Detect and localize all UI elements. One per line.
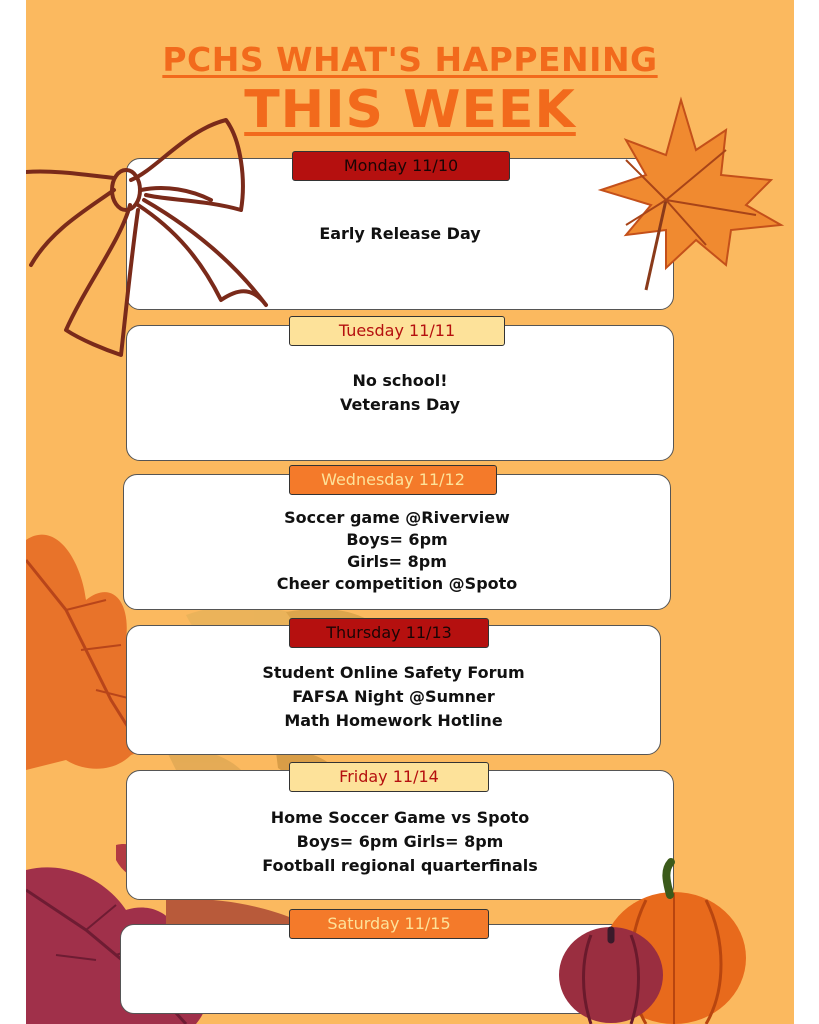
event-line: No school!	[352, 371, 448, 390]
event-line: Football regional quarterfinals	[262, 856, 538, 875]
event-line: Math Homework Hotline	[284, 711, 503, 730]
day-label-saturday: Saturday 11/15	[289, 909, 489, 939]
event-line: Veterans Day	[339, 395, 461, 414]
event-line: Boys= 6pm	[346, 530, 448, 549]
day-label-wednesday: Wednesday 11/12	[289, 465, 497, 495]
day-label-tuesday: Tuesday 11/11	[289, 316, 505, 346]
event-line: Cheer competition @Spoto	[276, 574, 518, 593]
event-line: Early Release Day	[319, 224, 481, 243]
day-label-thursday: Thursday 11/13	[289, 618, 489, 648]
event-line: Soccer game @Riverview	[284, 508, 510, 527]
day-label-friday: Friday 11/14	[289, 762, 489, 792]
event-line: Student Online Safety Forum	[262, 663, 525, 682]
event-line: Girls= 8pm	[347, 552, 447, 571]
event-line: Boys= 6pm Girls= 8pm	[296, 832, 504, 851]
page-title: PCHS WHAT'S HAPPENING	[162, 40, 658, 79]
day-label-monday: Monday 11/10	[292, 151, 510, 181]
page-subtitle: THIS WEEK	[244, 80, 576, 140]
flyer	[26, 0, 794, 1024]
event-line: Home Soccer Game vs Spoto	[270, 808, 530, 827]
event-line: FAFSA Night @Sumner	[292, 687, 495, 706]
